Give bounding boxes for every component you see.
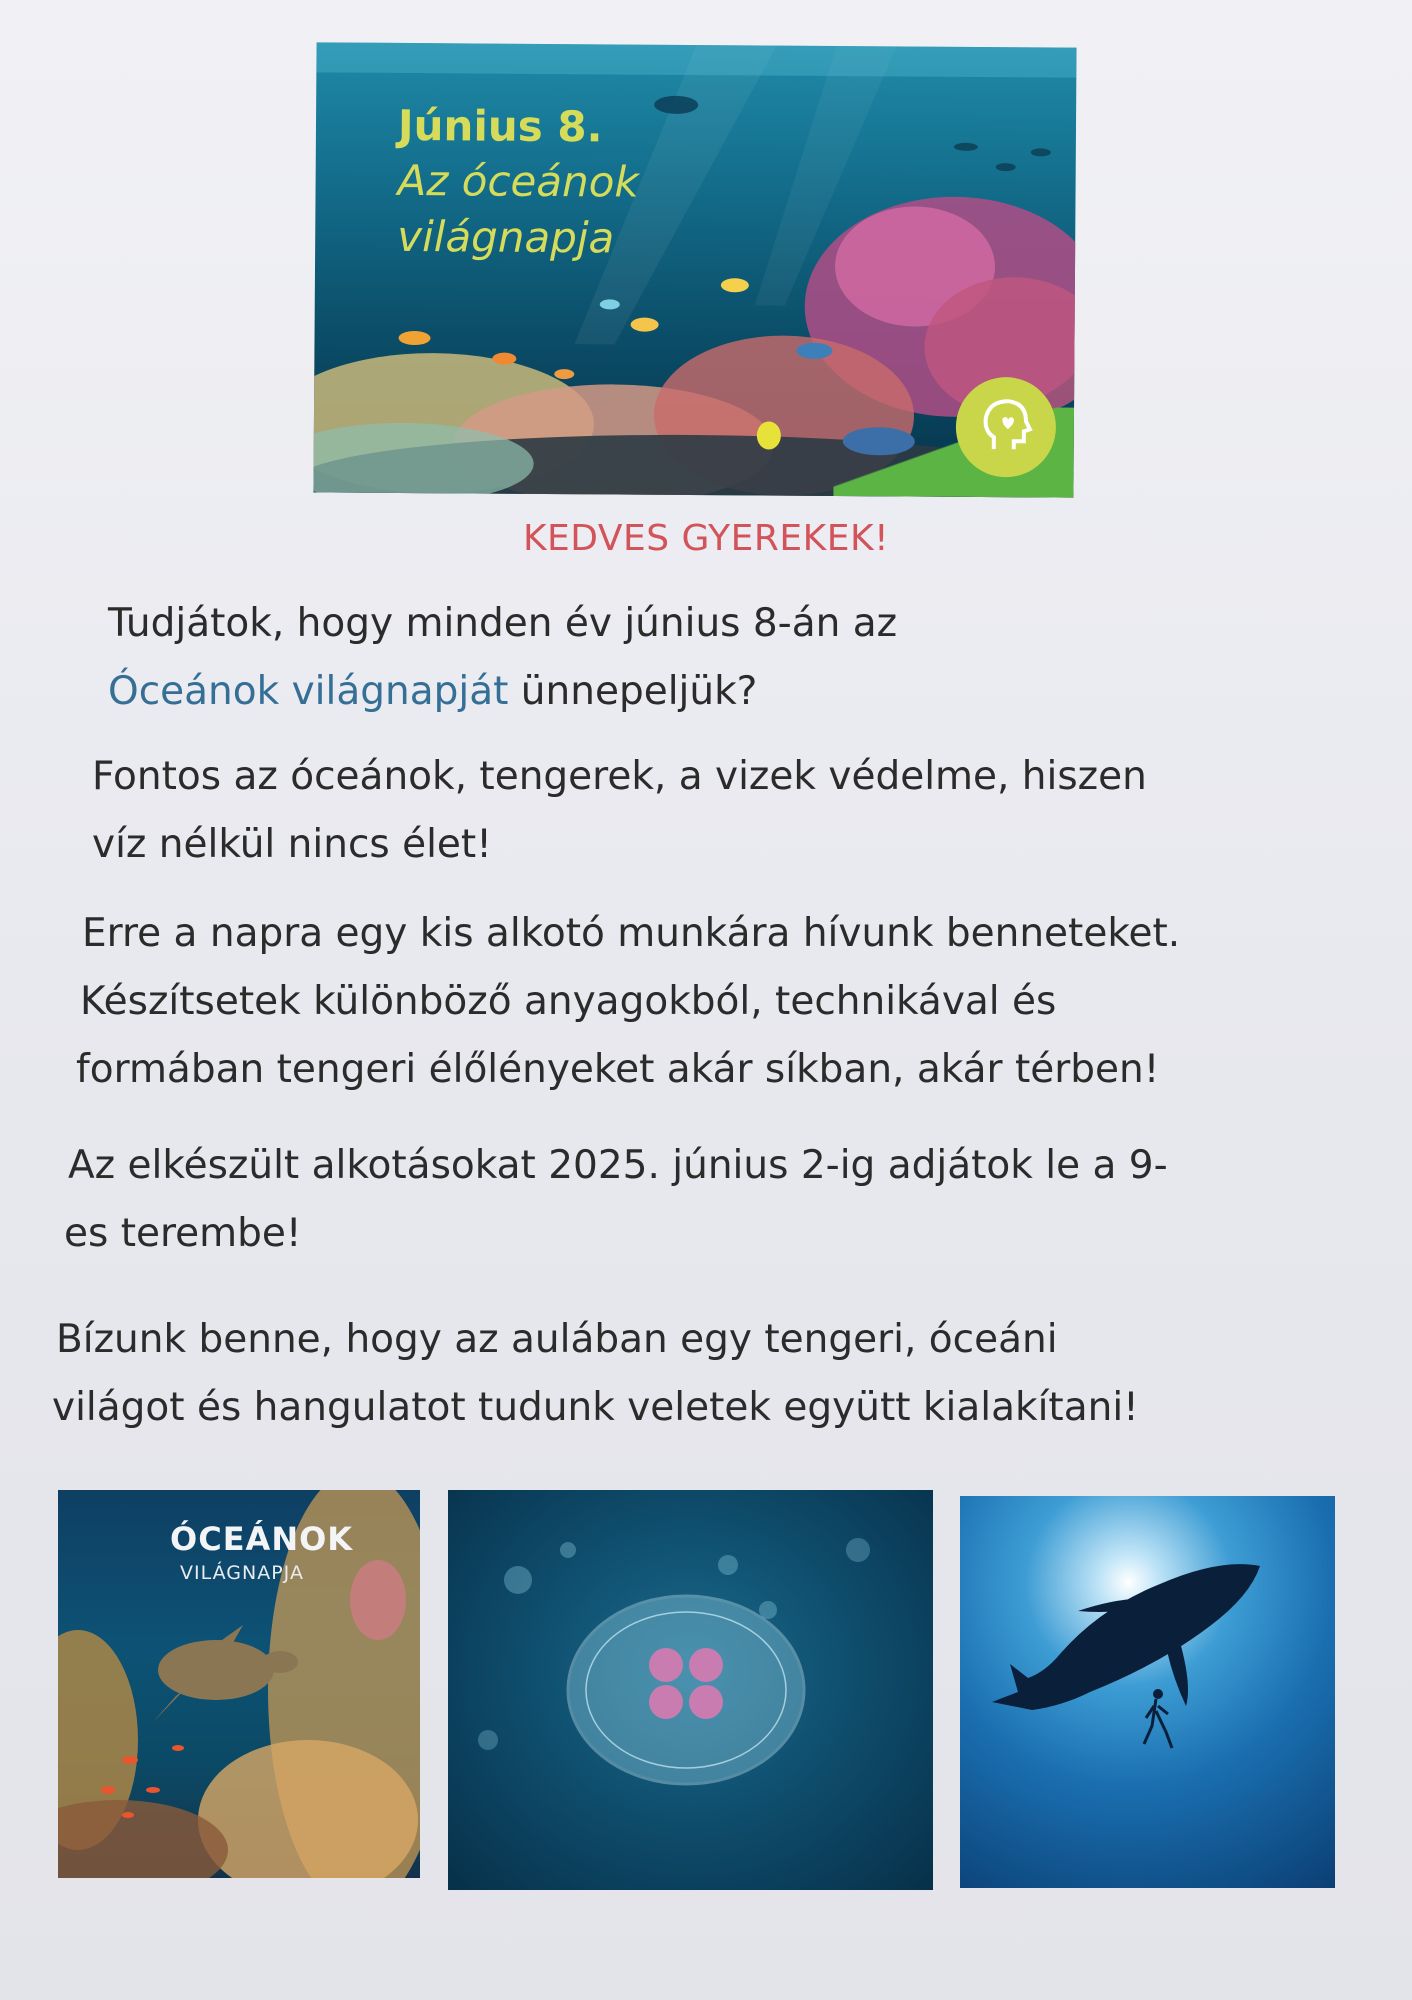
- ocean-day-highlight: Óceánok világnapját: [108, 669, 509, 714]
- paragraph-4-line-1: Az elkészült alkotásokat 2025. június 2-ig adjátok le a 9-: [68, 1143, 1168, 1188]
- paragraph-2: [92, 743, 1147, 879]
- photo-subtitle: VILÁGNAPJA: [180, 1562, 304, 1584]
- paragraph-5-line-1: Bízunk benne, hogy az aulában egy tengeri, óceáni: [56, 1317, 1058, 1362]
- hero-date: Június 8.: [397, 100, 603, 152]
- hero-image: [313, 42, 1076, 497]
- paragraph-5-line-2: világot és hangulatot tudunk veletek együtt kialakítani!: [52, 1385, 1139, 1430]
- head-heart-icon: [956, 377, 1057, 478]
- jellyfish-photo: [448, 1490, 933, 1890]
- paragraph-3-line-1: Erre a napra egy kis alkotó munkára hívunk benneteket.: [82, 911, 1181, 956]
- paragraph-3-line-2: Készítsetek különböző anyagokból, technikával és: [80, 979, 1057, 1024]
- photo-title: ÓCEÁNOK: [170, 1520, 354, 1558]
- paragraph-1-line-2-rest: ünnepeljük?: [508, 669, 758, 714]
- paragraph-1-line-1: Tudjátok, hogy minden év június 8-án az: [108, 601, 898, 646]
- paragraph-5: [52, 1306, 1139, 1442]
- paragraph-4-line-2: es terembe!: [64, 1211, 302, 1256]
- turtle-reef-photo: [58, 1490, 420, 1878]
- whale-diver-photo: [960, 1496, 1335, 1888]
- paragraph-3-line-3: formában tengeri élőlényeket akár síkban, akár térben!: [76, 1047, 1160, 1092]
- hero-subtitle-line2: világnapja: [397, 211, 615, 263]
- hero-subtitle-line1: Az óceánok: [397, 156, 639, 208]
- whale-diver-illustration: [960, 1496, 1335, 1888]
- greeting-heading: KEDVES GYEREKEK!: [522, 518, 890, 559]
- hero-text: [397, 98, 639, 266]
- paragraph-2-line-2: víz nélkül nincs élet!: [92, 822, 492, 867]
- jellyfish-illustration: [448, 1490, 933, 1890]
- paragraph-1: [108, 590, 897, 726]
- paragraph-2-line-1: Fontos az óceánok, tengerek, a vizek védelme, hiszen: [92, 754, 1147, 799]
- paragraph-3: [76, 900, 1181, 1104]
- paragraph-4: [64, 1132, 1168, 1268]
- paragraph-1-line-2: [108, 658, 897, 726]
